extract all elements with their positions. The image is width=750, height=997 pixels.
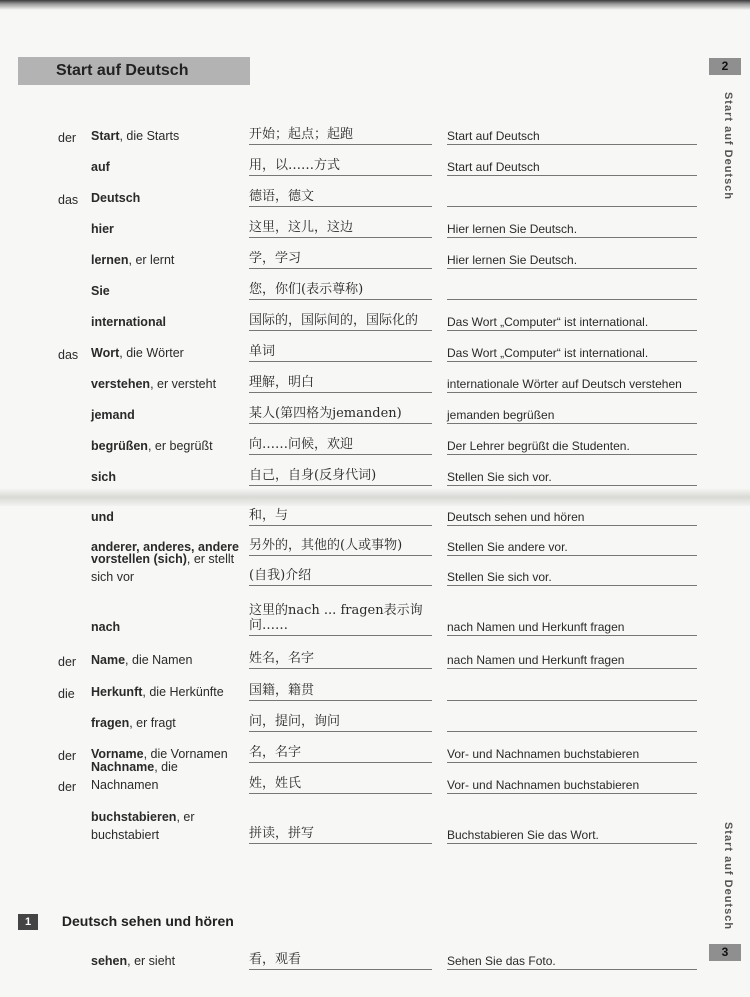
- article: der: [58, 131, 77, 145]
- example-phrase: nach Namen und Herkunft fragen: [447, 653, 697, 669]
- section-title: Deutsch sehen und hören: [61, 913, 234, 929]
- example-phrase: Stellen Sie andere vor.: [447, 540, 697, 556]
- vocab-row: [0, 210, 700, 238]
- headword: auf: [91, 159, 110, 174]
- headword: nach: [91, 619, 121, 634]
- headword: hier: [91, 221, 114, 236]
- chinese-meaning: 开始；起点；起跑: [249, 127, 432, 145]
- example-phrase: Stellen Sie sich vor.: [447, 570, 697, 586]
- vocab-row: [0, 272, 700, 300]
- headword: international: [91, 314, 167, 329]
- article: die: [58, 687, 75, 701]
- chinese-meaning: 名，名字: [249, 745, 432, 763]
- vocab-row: [0, 602, 700, 636]
- vocab-row: [0, 498, 700, 526]
- vocab-row: [0, 334, 700, 362]
- chinese-meaning: 单词: [249, 344, 432, 362]
- headword: Wort, die Wörter: [91, 345, 184, 360]
- example-phrase: Das Wort „Computer“ ist international.: [447, 346, 697, 362]
- headword: fragen, er fragt: [91, 715, 176, 730]
- example-phrase: Das Wort „Computer“ ist international.: [447, 315, 697, 331]
- vocab-row: [0, 427, 700, 455]
- example-phrase: Start auf Deutsch: [447, 129, 697, 145]
- chinese-meaning: 德语，德文: [249, 189, 432, 207]
- chinese-meaning: 您，你们(表示尊称): [249, 282, 432, 300]
- page-number-bottom: 3: [709, 944, 741, 961]
- example-phrase: nach Namen und Herkunft fragen: [447, 620, 697, 636]
- chinese-meaning: 学，学习: [249, 251, 432, 269]
- chinese-meaning: 自己，自身(反身代词): [249, 468, 432, 486]
- article: der: [58, 780, 77, 794]
- headword: verstehen, er versteht: [91, 376, 217, 391]
- chinese-meaning: 另外的，其他的(人或事物): [249, 538, 432, 556]
- example-phrase: [447, 699, 697, 701]
- headword: Sie: [91, 283, 110, 298]
- page-top-edge: [0, 0, 750, 10]
- vocab-row: [0, 641, 700, 669]
- example-phrase: [447, 730, 697, 732]
- chinese-meaning: 和，与: [249, 508, 432, 526]
- example-phrase: jemanden begrüßen: [447, 408, 697, 424]
- example-phrase: Hier lernen Sie Deutsch.: [447, 253, 697, 269]
- example-phrase: Start auf Deutsch: [447, 160, 697, 176]
- vocab-row: [0, 148, 700, 176]
- headword: vorstellen (sich), er stellt sich vor: [91, 551, 235, 584]
- side-label-top: Start auf Deutsch: [722, 91, 734, 201]
- vocab-row: [0, 704, 700, 732]
- section-number: 1: [18, 914, 38, 930]
- vocab-row: [0, 117, 700, 145]
- chinese-meaning: 某人(第四格为jemanden): [249, 406, 432, 424]
- headword: buchstabieren, er buchstabiert: [91, 809, 195, 842]
- vocab-row: [0, 241, 700, 269]
- chinese-meaning: (自我)介绍: [249, 568, 432, 586]
- vocab-row: [0, 809, 700, 844]
- vocab-row: [0, 673, 700, 701]
- example-phrase: Vor- und Nachnamen buchstabieren: [447, 747, 697, 763]
- example-phrase: Stellen Sie sich vor.: [447, 470, 697, 486]
- chinese-meaning: 国际的，国际间的，国际化的: [249, 313, 432, 331]
- headword: Nachname, die Nachnamen: [91, 759, 178, 792]
- headword: sich: [91, 469, 117, 484]
- example-phrase: Der Lehrer begrüßt die Studenten.: [447, 439, 697, 455]
- vocab-row: [0, 942, 700, 970]
- page-number-top: 2: [709, 58, 741, 75]
- vocab-row: [0, 551, 700, 586]
- example-phrase: Hier lernen Sie Deutsch.: [447, 222, 697, 238]
- chinese-meaning: 用，以……方式: [249, 158, 432, 176]
- side-label-bottom: Start auf Deutsch: [722, 821, 734, 931]
- article: das: [58, 193, 79, 207]
- example-phrase: Vor- und Nachnamen buchstabieren: [447, 778, 697, 794]
- article: der: [58, 749, 77, 763]
- article: das: [58, 348, 79, 362]
- chinese-meaning: 国籍，籍贯: [249, 683, 432, 701]
- vocab-row: [0, 759, 700, 794]
- chinese-meaning: 姓，姓氏: [249, 776, 432, 794]
- headword: Vorname, die Vornamen: [91, 746, 228, 761]
- vocab-row: [0, 179, 700, 207]
- chinese-meaning: 姓名，名字: [249, 651, 432, 669]
- headword: Deutsch: [91, 190, 141, 205]
- headword: Name, die Namen: [91, 652, 193, 667]
- section-heading: [18, 913, 234, 931]
- example-phrase: internationale Wörter auf Deutsch verstehen: [447, 377, 697, 393]
- example-phrase: Deutsch sehen und hören: [447, 510, 697, 526]
- chinese-meaning: 向……问候，欢迎: [249, 437, 432, 455]
- chinese-meaning: 这里，这儿，这边: [249, 220, 432, 238]
- headword: lernen, er lernt: [91, 252, 175, 267]
- example-phrase: Buchstabieren Sie das Wort.: [447, 828, 697, 844]
- headword: Start, die Starts: [91, 128, 180, 143]
- headword: sehen, er sieht: [91, 953, 176, 968]
- vocab-row: [0, 458, 700, 486]
- chinese-meaning: 看，观看: [249, 952, 432, 970]
- example-phrase: Sehen Sie das Foto.: [447, 954, 697, 970]
- headword: jemand: [91, 407, 135, 422]
- headword: begrüßen, er begrüßt: [91, 438, 213, 453]
- headword: anderer, anderes, andere: [91, 539, 239, 554]
- chinese-meaning: 问，提问，询问: [249, 714, 432, 732]
- page-title: Start auf Deutsch: [18, 57, 250, 85]
- example-phrase: [447, 298, 697, 300]
- headword: Herkunft, die Herkünfte: [91, 684, 224, 699]
- vocab-row: [0, 396, 700, 424]
- example-phrase: [447, 205, 697, 207]
- chinese-meaning: 这里的nach ... fragen表示询问……: [249, 603, 432, 636]
- article: der: [58, 655, 77, 669]
- chinese-meaning: 拼读，拼写: [249, 826, 432, 844]
- vocab-row: [0, 365, 700, 393]
- chinese-meaning: 理解，明白: [249, 375, 432, 393]
- vocab-row: [0, 303, 700, 331]
- headword: und: [91, 509, 114, 524]
